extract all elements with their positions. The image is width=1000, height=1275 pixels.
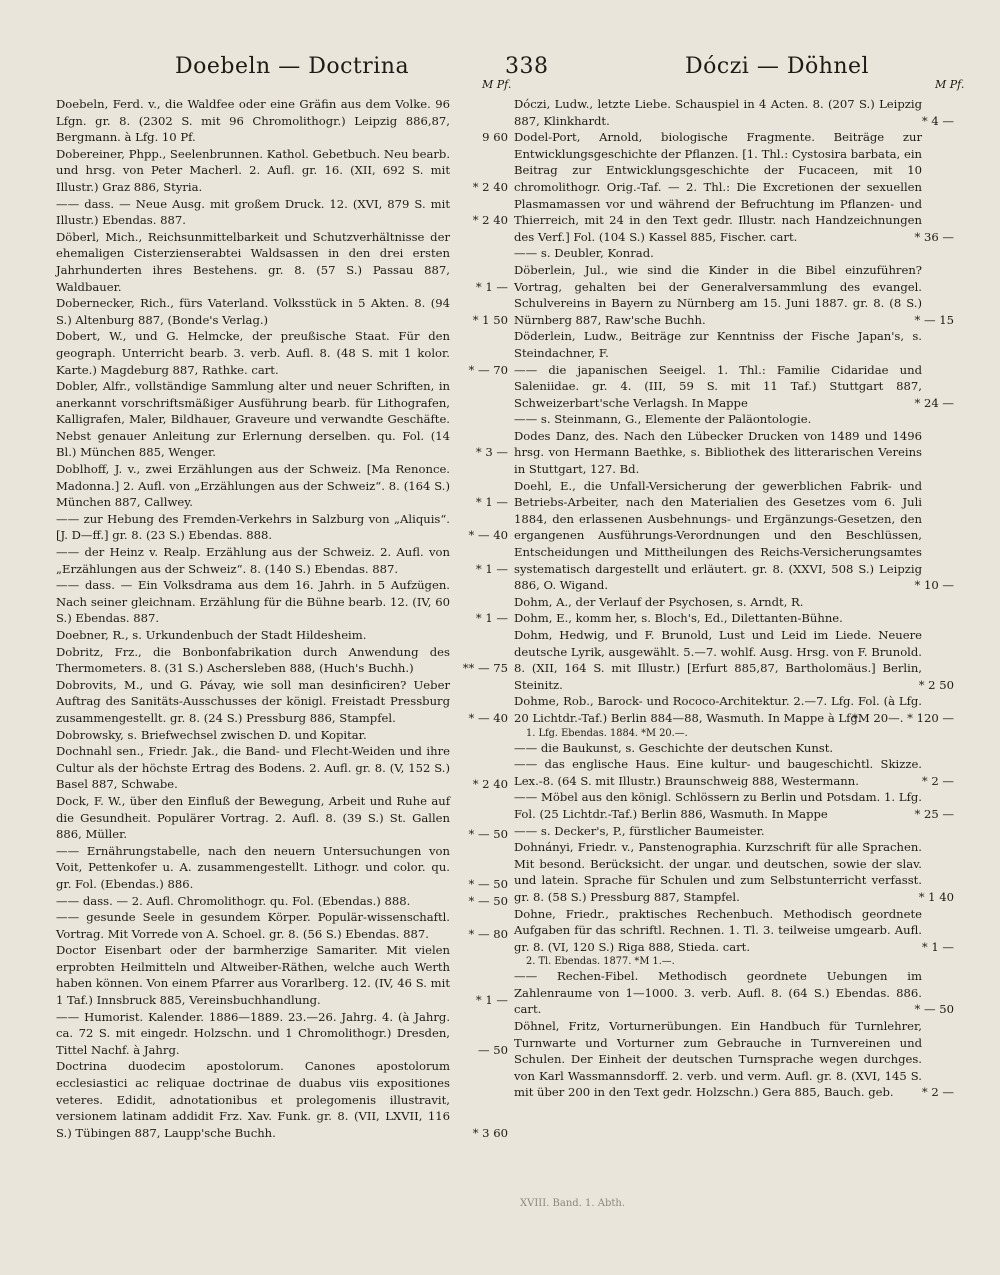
entry-price: * 10 —	[914, 578, 954, 593]
entry-text: Dohne, Friedr., praktisches Rechenbuch. Methodisch geordnete Aufgaben für das schriftl. Rechnen. 1. Tl. 3. teilweise umgearb. Aufl. gr. 8. (VI, 120 S.) Riga 888, Stieda. cart.	[514, 906, 922, 954]
entry-price: * 1 —	[475, 561, 508, 576]
catalog-entry	[56, 909, 508, 942]
catalog-entry	[56, 1009, 508, 1059]
entry-text: —— Rechen-Fibel. Methodisch geordnete Uebungen im Zahlenraume von 1—1000. 3. verb. Aufl. 8. (64 S.) Ebendas. 886. cart.	[514, 969, 922, 1017]
entry-price: * — 70	[468, 362, 508, 377]
catalog-entry	[56, 196, 508, 229]
catalog-entry	[514, 740, 940, 757]
entry-text: Dock, F. W., über den Einfluß der Bewegung, Arbeit und Ruhe auf die Gesundheit. Populärer Vortrag. 2. Aufl. 8. (39 S.) St. Gallen 886, Müller.	[56, 793, 450, 842]
entry-text: Dohm, Hedwig, und F. Brunold, Lust und Leid im Liede. Neuere deutsche Lyrik, ausgewählt. 5.—7. wohlf. Ausg. Hrsg. von F. Brunold. 8. (XII, 164 S. mit Illustr.) [Erfurt 885,87, Bartholomäus.] Berlin, Steinitz.	[514, 628, 922, 692]
entry-price: * — 50	[468, 827, 508, 842]
catalog-entry	[514, 1018, 954, 1101]
entry-text: —— Ernährungstabelle, nach den neuern Untersuchungen von Voit, Pettenkofer u. A. zusammengestellt. Lithogr. und color. qu. gr. Fol. (Ebendas.) 886.	[56, 843, 450, 891]
catalog-entry	[514, 693, 954, 726]
entry-text: Dobernecker, Rich., fürs Vaterland. Volksstück in 5 Akten. 8. (94 S.) Altenburg 887, (Bonde's Verlag.)	[56, 296, 450, 327]
entry-text: Doebner, R., s. Urkundenbuch der Stadt Hildesheim.	[56, 628, 367, 642]
catalog-entry	[56, 677, 508, 727]
entry-price: * 1 40	[918, 889, 954, 904]
entry-text: —— dass. — 2. Aufl. Chromolithogr. qu. Fol. (Ebendas.) 888.	[56, 893, 411, 908]
entry-text: Dobritz, Frz., die Bonbonfabrikation durch Anwendung des Thermometers. 8. (31 S.) Aschersleben 888, (Huch's Buchh.)	[56, 644, 450, 676]
page-number: 338	[505, 54, 549, 79]
entry-text: Döberl, Mich., Reichsunmittelbarkeit und Schutzverhältnisse der ehemaligen Cisterzienserabtei Waldsassen in den drei ersten Jahrhunderten ihres Bestehens. gr. 8. (57 S.) Passau 887, Waldbauer.	[56, 229, 450, 294]
entry-text: —— s. Deubler, Konrad.	[514, 246, 654, 261]
catalog-entry	[514, 627, 954, 693]
entry-text: —— dass. — Ein Volksdrama aus dem 16. Jahrh. in 5 Aufzügen. Nach seiner gleichnam. Erzählung für die Bühne bearb. 12. (IV, 60 S.) Ebendas. 887.	[56, 578, 450, 626]
entry-text: Dodes Danz, des. Nach den Lübecker Drucken von 1489 und 1496 hrsg. von Hermann Baethke, s. Bibliothek des litterarischen Vereins in Stuttgart, 127. Bd.	[514, 428, 922, 477]
entry-text: Dobereiner, Phpp., Seelenbrunnen. Kathol. Gebetbuch. Neu bearb. und hrsg. von Peter Macherl. 2. Aufl. gr. 16. (XII, 692 S. mit Illustr.) Graz 886, Styria.	[56, 146, 450, 194]
catalog-entry	[56, 461, 508, 511]
entry-text: Doblhoff, J. v., zwei Erzählungen aus der Schweiz. [Ma Renonce. Madonna.] 2. Aufl. von „Erzählungen aus der Schweiz“. 8. (164 S.) München 887, Callwey.	[56, 462, 450, 510]
catalog-entry	[514, 823, 940, 840]
entry-price: * 1 —	[921, 939, 954, 954]
catalog-entry	[56, 295, 508, 328]
entry-text: Dohm, A., der Verlauf der Psychosen, s. Arndt, R.	[514, 594, 804, 609]
running-head-right: Dóczi — Döhnel	[685, 54, 870, 79]
entry-text: —— Möbel aus den königl. Schlössern zu Berlin und Potsdam. 1. Lfg. Fol. (25 Lichtdr.-Taf.) Berlin 886, Wasmuth. In Mappe	[514, 790, 922, 821]
entry-price: * 25 —	[914, 806, 954, 821]
entry-price: * 1 —	[475, 611, 508, 626]
entry-price: * 3 —	[475, 445, 508, 460]
entry-price: * 2 40	[472, 213, 508, 228]
catalog-entry	[514, 478, 954, 594]
entry-price: * 3 60	[472, 1125, 508, 1140]
entry-text: Döhnel, Fritz, Vorturnerübungen. Ein Handbuch für Turnlehrer, Turnwarte und Vorturner zum Gebrauche in Turnvereinen und Schulen. Der Einheit der deutschen Turnsprache wegen durchges. von Karl Wassmannsdorff. 2. verb. und verm. Aufl. gr. 8. (XVI, 145 S. mit über 200 in den Text gedr. Holzschn.) Gera 885, Bauch. geb.	[514, 1019, 922, 1100]
entry-text: —— zur Hebung des Fremden-Verkehrs in Salzburg von „Aliquis“. [J. D—ff.] gr. 8. (23 S.) Ebendas. 888.	[56, 511, 450, 543]
catalog-entry	[514, 411, 940, 428]
catalog-entry	[56, 727, 508, 744]
left-column	[56, 96, 508, 1141]
catalog-entry	[56, 893, 508, 910]
entry-price: * 36 —	[914, 229, 954, 244]
entry-text: 1. Lfg. Ebendas. 1884. *M 20.—.	[526, 727, 688, 739]
entry-price: * 2 50	[918, 677, 954, 692]
entry-price: * 2 40	[472, 179, 508, 194]
entry-text: Dobert, W., und G. Helmcke, der preußische Staat. Für den geograph. Unterricht bearb. 3. verb. Aufl. 8. (48 S. mit 1 kolor. Karte.) Magdeburg 887, Rathke. cart.	[56, 329, 450, 377]
entry-price: * — 80	[468, 926, 508, 941]
entry-text: Dobler, Alfr., vollständige Sammlung alter und neuer Schriften, in anerkannt vorschriftsmäßiger Ausführung bearb. für Lithografen, Kalligrafen, Maler, Bildhauer, Graveure und verwandte Geschäfte. Nebst genauer Anleitung zur Erlernung derselben. qu. Fol. (14 Bl.) München 885, Wenger.	[56, 379, 450, 460]
entry-price: *M 20—. * 120 —	[852, 710, 954, 725]
entry-text: —— s. Decker's, P., fürstlicher Baumeister.	[514, 823, 765, 838]
entry-price: — 50	[477, 1042, 508, 1057]
catalog-entry	[56, 96, 508, 146]
entry-text: —— die Baukunst, s. Geschichte der deutschen Kunst.	[514, 740, 834, 755]
entry-text: 2. Tl. Ebendas. 1877. *M 1.—.	[526, 956, 675, 968]
entry-text: Dobrovits, M., und G. Pávay, wie soll man desinficiren? Ueber Auftrag des Sanitäts-Ausschusses der königl. Freistadt Pressburg zusammengestellt. gr. 8. (24 S.) Pressburg 886, Stampfel.	[56, 677, 450, 725]
entry-price: * 4 —	[921, 113, 954, 128]
entry-price: * — 15	[914, 312, 954, 327]
catalog-entry	[56, 544, 508, 577]
entry-text: Döderlein, Ludw., Beiträge zur Kenntniss der Fische Japan's, s. Steindachner, F.	[514, 329, 922, 360]
catalog-entry	[514, 428, 940, 478]
catalog-entry	[514, 756, 954, 789]
signature-footer: XVIII. Band. 1. Abth.	[520, 1198, 626, 1209]
entry-price: * 1 —	[475, 495, 508, 510]
right-column	[514, 96, 954, 1101]
entry-text: Dóczi, Ludw., letzte Liebe. Schauspiel in 4 Acten. 8. (207 S.) Leipzig 887, Klinkhardt.	[514, 97, 922, 128]
entry-text: —— Humorist. Kalender. 1886—1889. 23.—26. Jahrg. 4. (à Jahrg. ca. 72 S. mit eingedr. Holzschn. und 1 Chromolithogr.) Dresden, Tittel Nachf. à Jahrg.	[56, 1009, 450, 1057]
entry-price: ** — 75	[462, 661, 508, 676]
catalog-entry	[56, 627, 508, 644]
catalog-entry	[56, 577, 508, 627]
catalog-entry	[514, 906, 954, 956]
currency-label-right: M Pf.	[935, 78, 965, 91]
entry-text: Dochnahl sen., Friedr. Jak., die Band- und Flecht-Weiden und ihre Cultur als der höchste Ertrag des Bodens. 2. Aufl. gr. 8. (V, 152 S.) Basel 887, Schwabe.	[56, 744, 450, 792]
catalog-entry	[56, 328, 508, 378]
entry-text: —— der Heinz v. Realp. Erzählung aus der Schweiz. 2. Aufl. von „Erzählungen aus der Schweiz“. 8. (140 S.) Ebendas. 887.	[56, 545, 450, 576]
catalog-entry	[514, 610, 940, 627]
catalog-entry	[56, 793, 508, 843]
entry-text: Dodel-Port, Arnold, biologische Fragmente. Beiträge zur Entwicklungsgeschichte der Pflanzen. [1. Thl.: Cystosira barbata, ein Beitrag zur Entwicklungsgeschichte der Fucaceen, mit 10 chromolithogr. Orig.-Taf. — 2. Thl.: Die Excretionen der sexuellen Plasmamassen vor und während der Befruchtung im Pflanzen- und Thierreich, mit 24 in den Text gedr. Illustr. nach Handzeichnungen des Verf.] Fol. (104 S.) Kassel 885, Fischer. cart.	[514, 130, 922, 244]
entry-text: Doehl, E., die Unfall-Versicherung der gewerblichen Fabrik- und Betriebs-Arbeiter, nach den Materialien des Gesetzes vom 6. Juli 1884, den erlassenen Ausbehnungs- und Ergänzungs-Gesetzen, den ergangenen Ausführungs-Verordnungen und den Beschlüssen, Entscheidungen und Mittheilungen des Reichs-Versicherungsamtes systematisch dargestellt und erläutert. gr. 8. (XXVI, 508 S.) Leipzig 886, O. Wigand.	[514, 478, 922, 593]
catalog-entry	[56, 743, 508, 793]
entry-price: * — 50	[914, 1002, 954, 1017]
catalog-entry	[514, 594, 940, 611]
catalog-entry	[514, 262, 954, 328]
catalog-entry	[56, 511, 508, 544]
entry-text: Doebeln, Ferd. v., die Waldfee oder eine Gräfin aus dem Volke. 96 Lfgn. gr. 8. (2302 S. mit 96 Chromolithogr.) Leipzig 886,87, Bergmann. à Lfg. 10 Pf.	[56, 97, 450, 145]
catalog-entry	[514, 245, 940, 262]
entry-price: * — 40	[468, 528, 508, 543]
entry-text: Dohm, E., komm her, s. Bloch's, Ed., Dilettanten-Bühne.	[514, 611, 843, 626]
entry-price: * 1 —	[475, 279, 508, 294]
catalog-entry	[514, 362, 954, 412]
catalog-entry	[514, 727, 940, 740]
entry-price: * 1 50	[472, 312, 508, 327]
entry-price: * 2 40	[472, 777, 508, 792]
entry-text: Döberlein, Jul., wie sind die Kinder in die Bibel einzuführen? Vortrag, gehalten bei der Generalversammlung des evangel. Schulvereins in Bayern zu Nürnberg am 15. Juni 1887. gr. 8. (8 S.) Nürnberg 887, Raw'sche Buchh.	[514, 262, 922, 327]
catalog-entry	[514, 328, 940, 361]
catalog-entry	[514, 789, 954, 822]
catalog-entry	[56, 644, 508, 677]
entry-text: —— gesunde Seele in gesundem Körper. Populär-wissenschaftl. Vortrag. Mit Vorrede von A. Schoel. gr. 8. (56 S.) Ebendas. 887.	[56, 910, 450, 941]
entry-text: Dohnányi, Friedr. v., Panstenographia. Kurzschrift für alle Sprachen. Mit besond. Berücksicht. der ungar. und deutschen, sowie der slav. und latein. Sprache für Schulen und zum Selbstunterricht verfasst. gr. 8. (58 S.) Pressburg 887, Stampfel.	[514, 840, 922, 904]
catalog-entry	[514, 955, 940, 968]
catalog-entry	[514, 968, 954, 1018]
entry-text: —— dass. — Neue Ausg. mit großem Druck. 12. (XVI, 879 S. mit Illustr.) Ebendas. 887.	[56, 196, 450, 228]
entry-text: Dobrowsky, s. Briefwechsel zwischen D. und Kopitar.	[56, 727, 367, 742]
catalog-entry	[514, 96, 954, 129]
entry-price: * — 40	[468, 710, 508, 725]
entry-text: Doctor Eisenbart oder der barmherzige Samariter. Mit vielen erprobten Heilmitteln und Altweiber-Räthen, welche auch Werth haben können. Von einem Pfarrer aus Vorarlberg. 12. (IV, 46 S. mit 1 Taf.) Innsbruck 885, Vereinsbuchhandlung.	[56, 943, 450, 1008]
catalog-entry	[56, 146, 508, 196]
entry-text: —— die japanischen Seeigel. 1. Thl.: Familie Cidaridae und Saleniidae. gr. 4. (III, 59 S. mit 11 Taf.) Stuttgart 887, Schweizerbart'sche Verlagsh. In Mappe	[514, 362, 922, 410]
entry-price: * 2 —	[921, 1085, 954, 1100]
entry-text: —— das englische Haus. Eine kultur- und baugeschichtl. Skizze. Lex.-8. (64 S. mit Illustr.) Braunschweig 888, Westermann.	[514, 757, 922, 788]
catalog-entry	[56, 942, 508, 1008]
entry-text: Dohme, Rob., Barock- und Rococo-Architektur. 2.—7. Lfg. Fol. (à Lfg. 20 Lichtdr.-Taf.) Berlin 884—88, Wasmuth. In Mappe à Lfg.	[514, 694, 922, 725]
currency-label-left: M Pf.	[482, 78, 512, 91]
entry-text: —— s. Steinmann, G., Elemente der Paläontologie.	[514, 412, 812, 427]
catalog-entry	[56, 378, 508, 461]
running-head-left: Doebeln — Doctrina	[175, 54, 410, 79]
entry-price: * — 50	[468, 893, 508, 908]
catalog-entry	[56, 229, 508, 295]
entry-price: * 2 —	[921, 773, 954, 788]
entry-text: Doctrina duodecim apostolorum. Canones apostolorum ecclesiastici ac reliquae doctrinae de duabus viis expositiones veteres. Edidit, adnotationibus et prolegomenis illustravit, versionem latinam addidit Frz. Xav. Funk. gr. 8. (VII, LXVII, 116 S.) Tübingen 887, Laupp'sche Buchh.	[56, 1059, 450, 1140]
catalog-entry	[514, 129, 954, 245]
catalog-entry	[56, 1058, 508, 1141]
entry-price: * 24 —	[914, 395, 954, 410]
catalog-entry	[514, 839, 954, 905]
entry-price: * — 50	[468, 876, 508, 891]
entry-price: * 1 —	[475, 993, 508, 1008]
catalog-entry	[56, 843, 508, 893]
entry-price: 9 60	[482, 130, 508, 145]
